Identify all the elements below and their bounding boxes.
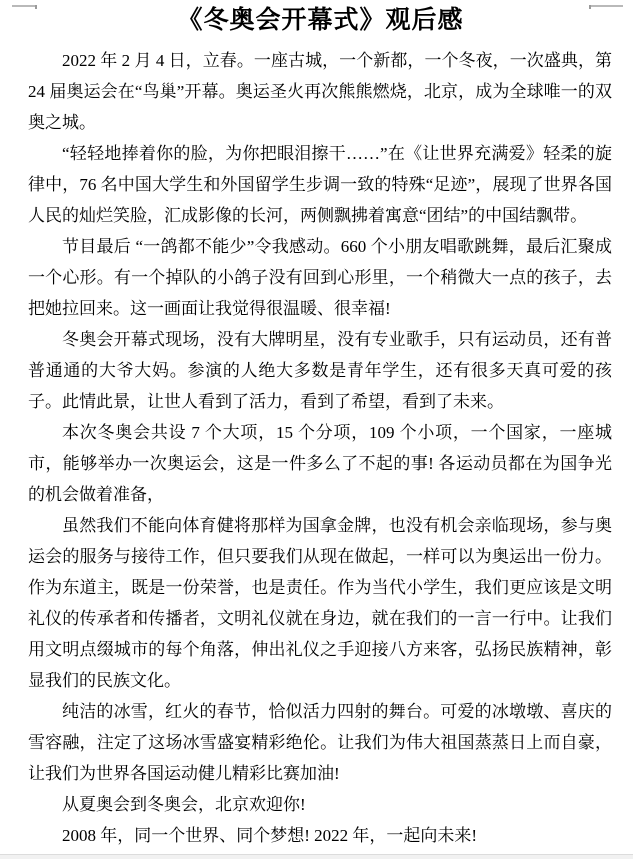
paragraph-2: “轻轻地捧着你的脸，为你把眼泪擦干……”在《让世界充满爱》轻柔的旋律中，76 名中国大学生和外国留学生步调一致的特殊“足迹”，展现了世界各国人民的灿烂笑脸，汇成影像的长河，两侧飘拂着寓意“团结”的中国结飘带。	[28, 144, 612, 225]
paragraph-9: 2008 年，同一个世界、同个梦想! 2022 年，一起向未来!	[62, 826, 478, 845]
page-bottom-edge	[0, 854, 633, 859]
text-boundary-tick-right	[589, 5, 591, 9]
paragraph-7: 纯洁的冰雪，红火的春节，恰似活力四射的舞台。可爱的冰墩墩、喜庆的雪容融，注定了这场冰雪盛宴精彩绝伦。让我们为伟大祖国蒸蒸日上而自豪，让我们为世界各国运动健儿精彩比赛加油!	[28, 702, 612, 783]
paragraph-6: 虽然我们不能向体育健将那样为国拿金牌，也没有机会亲临现场，参与奥运会的服务与接待工作，但只要我们从现在做起，一样可以为奥运出一份力。作为东道主，既是一份荣誉，也是责任。作为当代小学生，我们更应该是文明礼仪的传承者和传播者，文明礼仪就在身边，就在我们的一言一行中。让我们用文明点缀城市的每个角落，伸出礼仪之手迎接八方来客，弘扬民族精神，彰显我们的民族文化。	[28, 516, 612, 690]
text-boundary-mark-right	[589, 5, 623, 7]
paragraph-4: 冬奥会开幕式现场，没有大牌明星，没有专业歌手，只有运动员，还有普普通通的大爷大妈。参演的人绝大多数是青年学生，还有很多天真可爱的孩子。此情此景，让世人看到了活力，看到了希望，看到了未来。	[28, 330, 612, 411]
paragraph-1: 2022 年 2 月 4 日，立春。一座古城，一个新都，一个冬夜，一次盛典，第 24 届奥运会在“鸟巢”开幕。奥运圣火再次熊熊燃烧，北京，成为全球唯一的双奥之城。	[28, 51, 612, 132]
document-title: 《冬奥会开幕式》观后感	[177, 7, 464, 34]
paragraph-3: 节目最后 “一鸽都不能少”令我感动。660 个小朋友唱歌跳舞，最后汇聚成一个心形。有一个掉队的小鸽子没有回到心形里，一个稍微大一点的孩子，去把她拉回来。这一画面让我觉得很温暖、很幸福!	[28, 237, 612, 318]
document-page	[0, 5, 633, 859]
paragraph-5: 本次冬奥会共设 7 个大项，15 个分项，109 个小项，一个国家，一座城市，能够举办一次奥运会，这是一件多么了不起的事! 各运动员都在为国争光的机会做着准备，	[28, 423, 612, 504]
text-boundary-mark-left	[12, 5, 37, 7]
text-boundary-tick-left	[35, 5, 37, 9]
paragraph-8: 从夏奥会到冬奥会，北京欢迎你!	[62, 795, 306, 814]
